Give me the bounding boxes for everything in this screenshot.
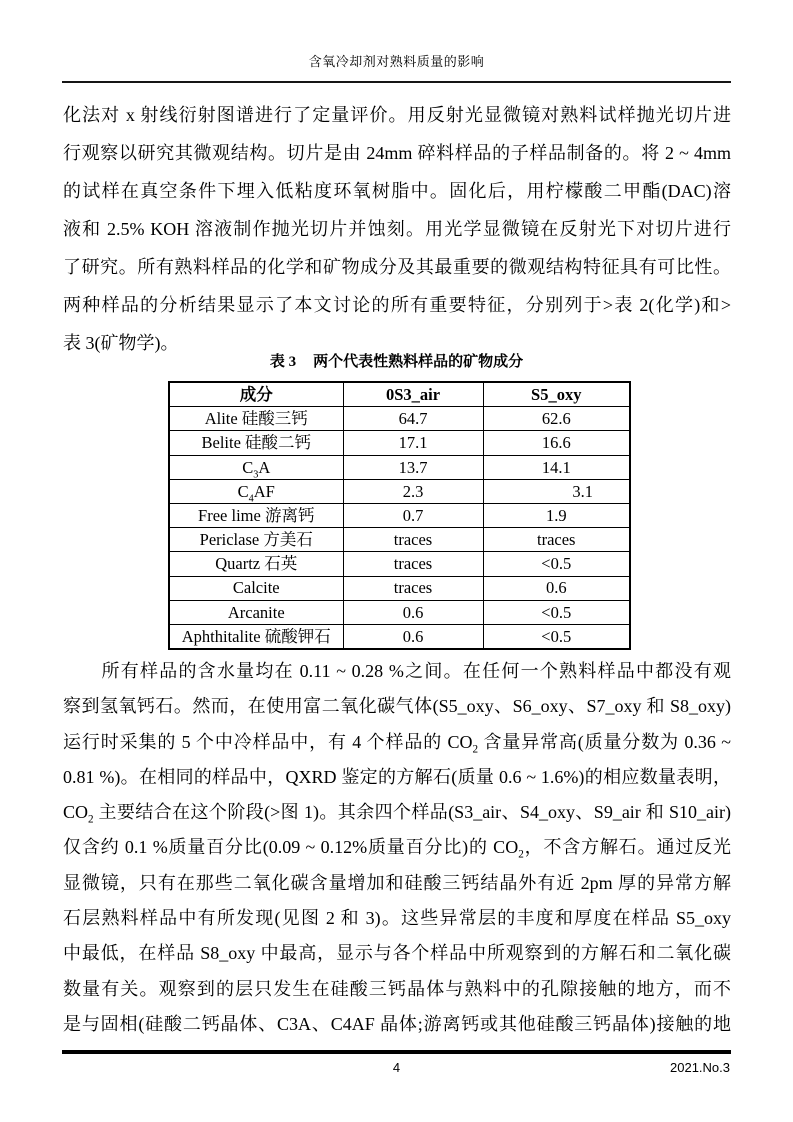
component-cell: $C_4AF$ bbox=[169, 479, 343, 503]
value-cell-0S3-air: 17.1 bbox=[343, 431, 483, 455]
component-cell: Quartz 石英 bbox=[169, 552, 343, 576]
value-cell-S5-oxy: 14.1 bbox=[483, 455, 630, 479]
table-caption-text: 两个代表性熟料样品的矿物成分 bbox=[313, 354, 524, 370]
column-header: 成分 bbox=[169, 382, 343, 407]
text-line: 了研究。所有熟料样品的化学和矿物成分及其最重要的微观结构特征具有可比性。 bbox=[63, 257, 731, 277]
text-line: 两种样品的分析结果显示了本文讨论的所有重要特征，分别列于>表 2(化学)和> bbox=[63, 295, 731, 315]
mineral-composition-table bbox=[168, 381, 631, 650]
value-cell-0S3-air: 0.6 bbox=[343, 624, 483, 649]
body-paragraph-2 bbox=[63, 654, 731, 1042]
table-row bbox=[169, 455, 630, 479]
value-cell-S5-oxy: 3.1 bbox=[483, 479, 630, 503]
body-paragraph-1 bbox=[63, 96, 731, 362]
value-cell-0S3-air: 64.7 bbox=[343, 407, 483, 431]
component-cell: Arcanite bbox=[169, 600, 343, 624]
value-cell-S5-oxy: <0.5 bbox=[483, 624, 630, 649]
table-caption-label: 表 3 bbox=[269, 354, 297, 370]
page-number: 4 bbox=[392, 1060, 401, 1075]
table-row bbox=[169, 600, 630, 624]
component-cell: Aphthitalite 硫酸钾石 bbox=[169, 624, 343, 649]
text-line: 中最低，在样品 S8_oxy 中最高，显示与各个样品中所观察到的方解石和二氧化碳 bbox=[63, 943, 731, 964]
table-row bbox=[169, 503, 630, 527]
component-cell: Calcite bbox=[169, 576, 343, 600]
component-cell: Periclase 方美石 bbox=[169, 528, 343, 552]
table-row bbox=[169, 624, 630, 649]
table-row bbox=[169, 479, 630, 503]
text-line: 是与固相(硅酸二钙晶体、C3A、C4AF 晶体;游离钙或其他硅酸三钙晶体)接触的地 bbox=[63, 1013, 731, 1034]
column-header: S5_oxy bbox=[483, 382, 630, 407]
value-cell-0S3-air: 2.3 bbox=[343, 479, 483, 503]
header-rule bbox=[62, 81, 731, 83]
text-line: 所有样品的含水量均在 0.11 ~ 0.28 %之间。在任何一个熟料样品中都没有观 bbox=[63, 661, 731, 681]
value-cell-S5-oxy: 16.6 bbox=[483, 431, 630, 455]
table-row bbox=[169, 431, 630, 455]
value-cell-0S3-air: 0.6 bbox=[343, 600, 483, 624]
table-header-row bbox=[169, 382, 630, 407]
value-cell-0S3-air: traces bbox=[343, 576, 483, 600]
component-cell: Belite 硅酸二钙 bbox=[169, 431, 343, 455]
text-line: 化法对 x 射线衍射图谱进行了定量评价。用反射光显微镜对熟料试样抛光切片进 bbox=[63, 105, 731, 125]
value-cell-S5-oxy: traces bbox=[483, 528, 630, 552]
table-row bbox=[169, 528, 630, 552]
text-line: 显微镜，只有在那些二氧化碳含量增加和硅酸三钙结晶外有近 2pm 厚的异常方解 bbox=[63, 872, 731, 893]
text-line: 的试样在真空条件下埋入低粘度环氧树脂中。固化后，用柠檬酸二甲酯(DAC)溶 bbox=[63, 181, 731, 201]
value-cell-S5-oxy: <0.5 bbox=[483, 552, 630, 576]
value-cell-0S3-air: 13.7 bbox=[343, 455, 483, 479]
table-row bbox=[169, 576, 630, 600]
component-cell: Free lime 游离钙 bbox=[169, 503, 343, 527]
column-header: 0S3_air bbox=[343, 382, 483, 407]
component-cell: Alite 硅酸三钙 bbox=[169, 407, 343, 431]
value-cell-S5-oxy: <0.5 bbox=[483, 600, 630, 624]
text-line: 数量有关。观察到的层只发生在硅酸三钙晶体与熟料中的孔隙接触的地方，而不 bbox=[63, 978, 731, 999]
text-line: 仅含约 0.1 %质量百分比(0.09 ~ 0.12%质量百分比)的 $CO_2$，不含方解石。通过反光 bbox=[63, 837, 731, 862]
text-line: 运行时采集的 5 个中冷样品中，有 4 个样品的 $CO_2$ 含量异常高(质量分数为 0.36 ~ bbox=[63, 731, 731, 756]
value-cell-S5-oxy: 1.9 bbox=[483, 503, 630, 527]
table-row bbox=[169, 407, 630, 431]
journal-issue: 2021.No.3 bbox=[670, 1060, 730, 1075]
value-cell-0S3-air: 0.7 bbox=[343, 503, 483, 527]
text-line: 察到氢氧钙石。然而，在使用富二氧化碳气体(S5_oxy、S6_oxy、S7_oxy 和 S8_oxy) bbox=[63, 696, 731, 717]
value-cell-0S3-air: traces bbox=[343, 552, 483, 576]
value-cell-S5-oxy: 62.6 bbox=[483, 407, 630, 431]
text-line: 0.81 %)。在相同的样品中，QXRD 鉴定的方解石(质量 0.6 ~ 1.6%)的相应数量表明， bbox=[63, 766, 731, 787]
text-line: 行观察以研究其微观结构。切片是由 24mm 碎料样品的子样品制备的。将 2 ~ 4mm bbox=[63, 143, 731, 163]
component-cell: $C_3A$ bbox=[169, 455, 343, 479]
running-header-title: 含氧冷却剂对熟料质量的影响 bbox=[308, 54, 485, 69]
value-cell-0S3-air: traces bbox=[343, 528, 483, 552]
table-caption bbox=[0, 352, 793, 373]
value-cell-S5-oxy: 0.6 bbox=[483, 576, 630, 600]
footer-rule bbox=[62, 1050, 731, 1054]
table-row bbox=[169, 552, 630, 576]
text-line: $CO_2$ 主要结合在这个阶段(>图 1)。其余四个样品(S3_air、S4_oxy、S9_air 和 S10_air) bbox=[63, 802, 731, 826]
text-line: 液和 2.5% KOH 溶液制作抛光切片并蚀刻。用光学显微镜在反射光下对切片进行 bbox=[63, 219, 731, 239]
text-line: 表 3(矿物学)。 bbox=[63, 333, 179, 353]
text-line: 石层熟料样品中有所发现(见图 2 和 3)。这些异常层的丰度和厚度在样品 S5_oxy bbox=[63, 908, 731, 929]
